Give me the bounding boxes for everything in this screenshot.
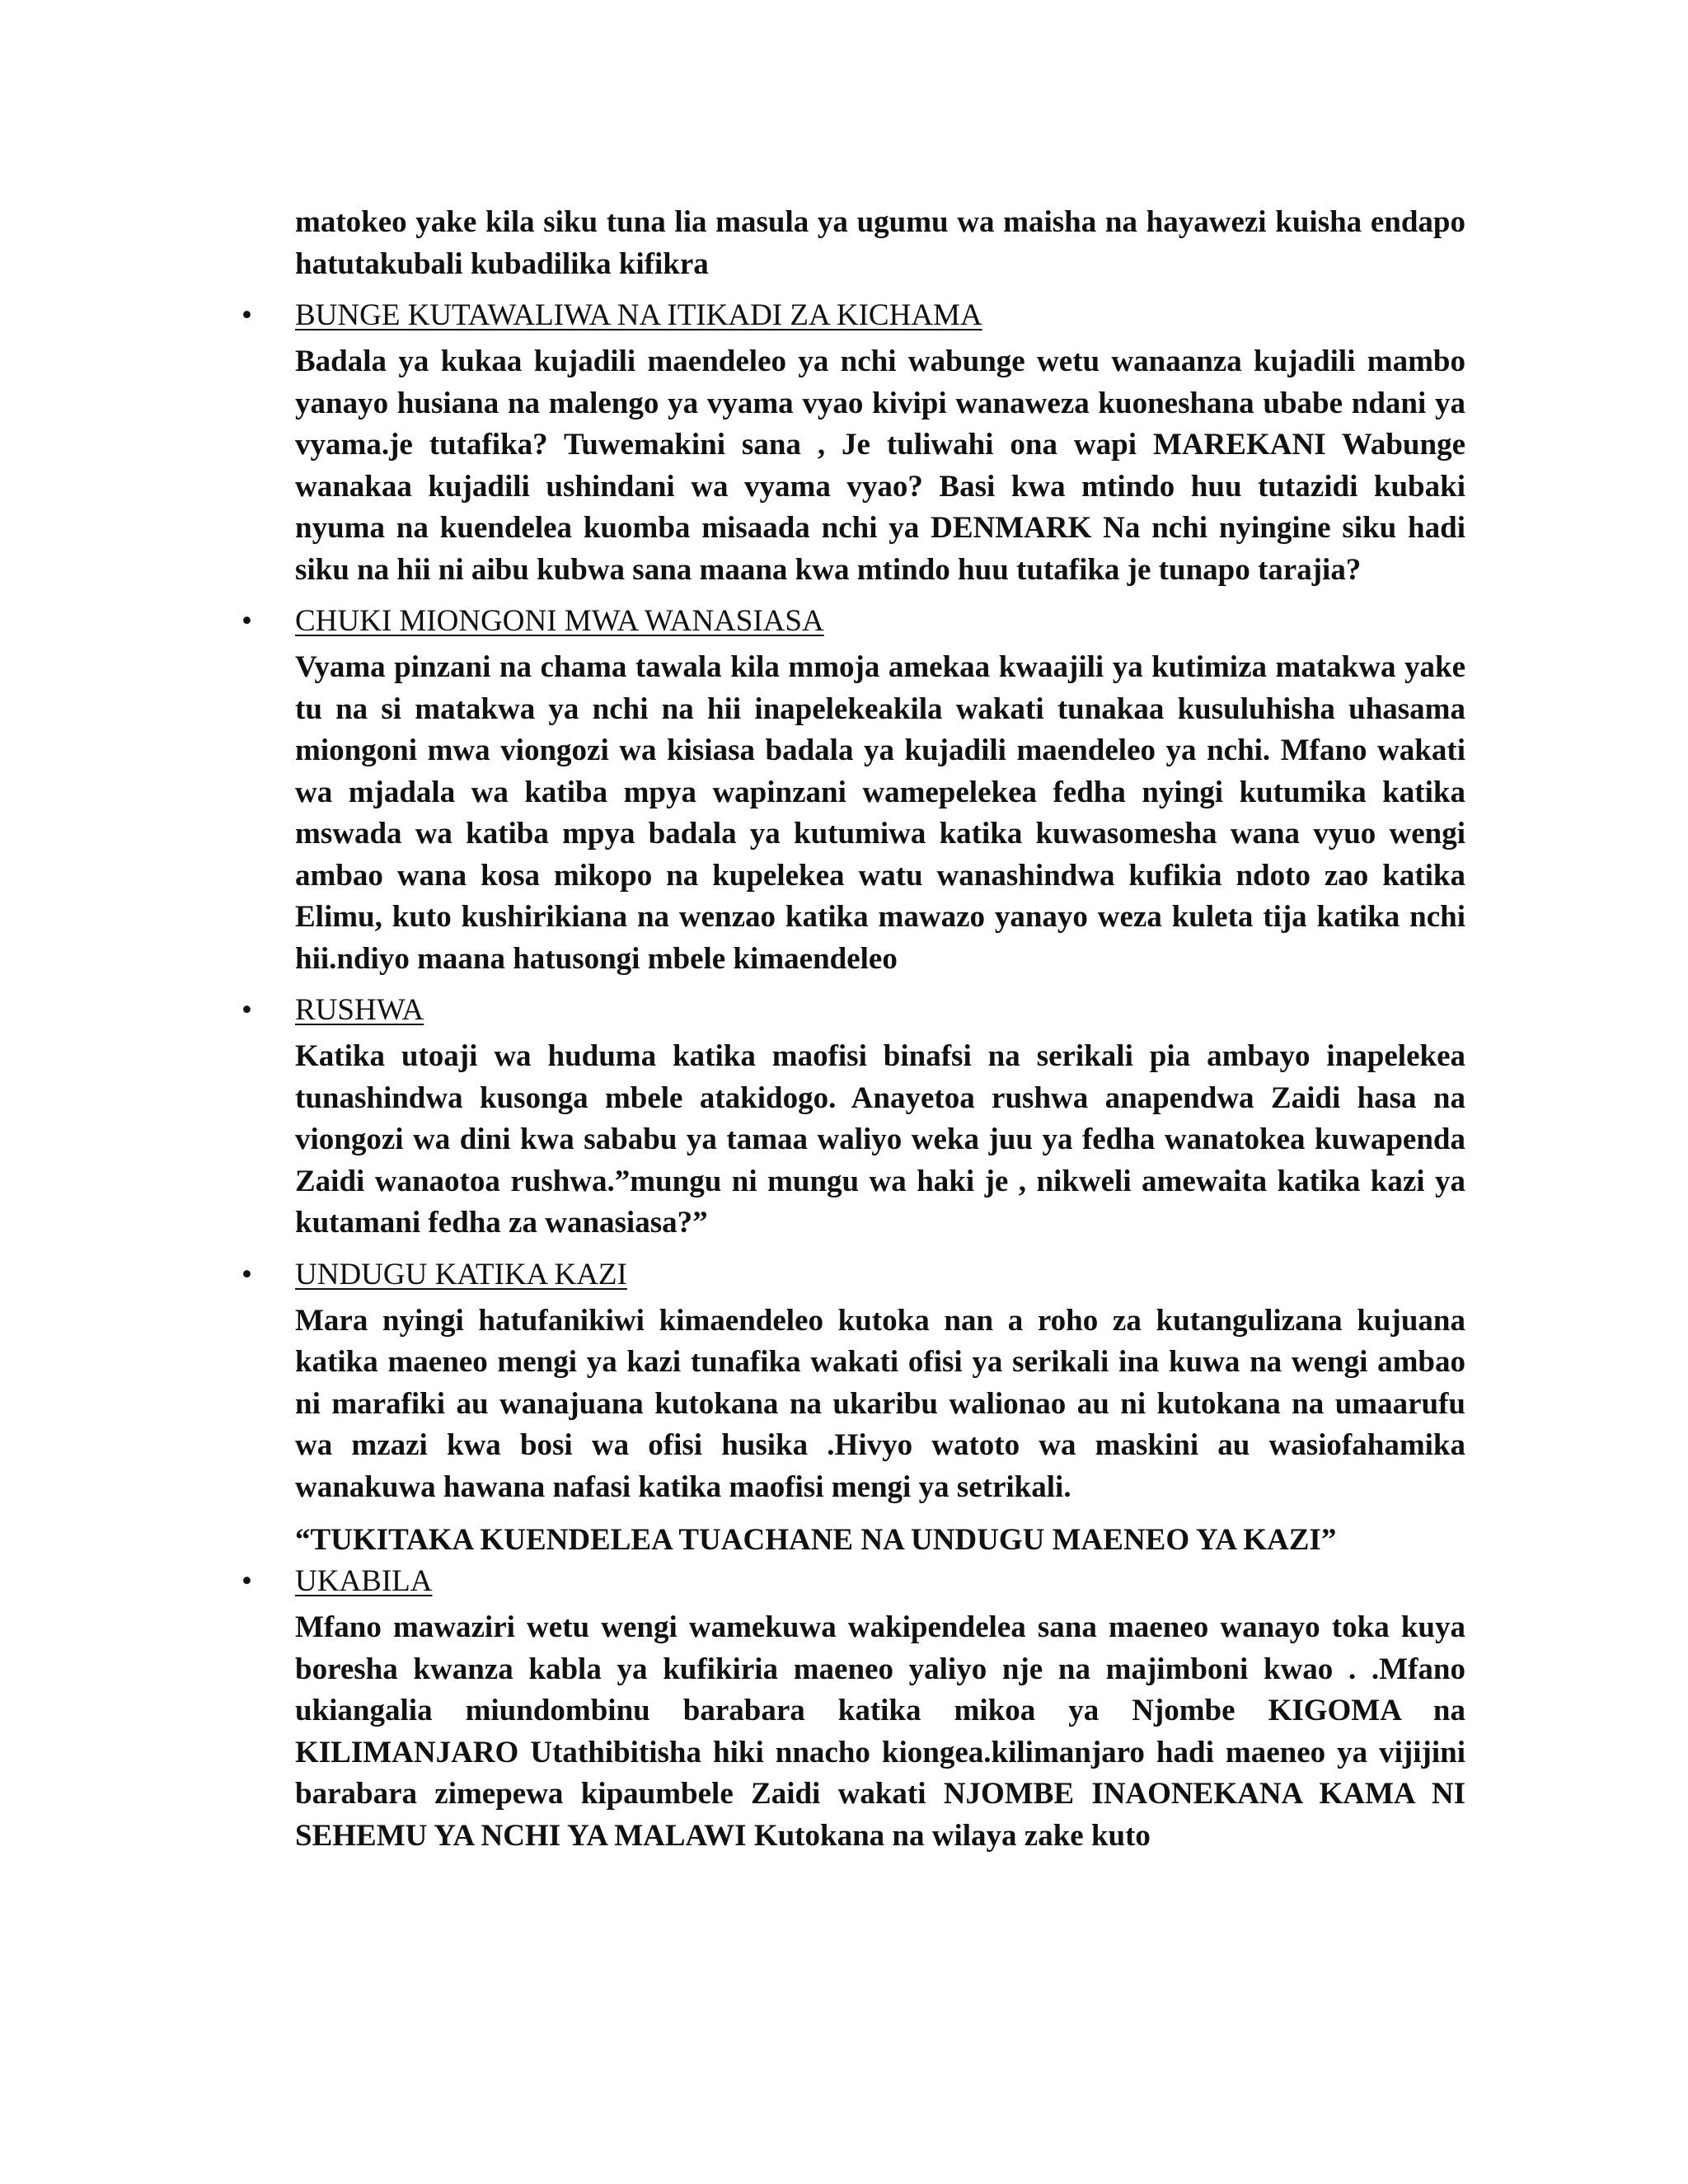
bullet-icon: •	[241, 1564, 252, 1598]
section-paragraph-bunge: Badala ya kukaa kujadili maendeleo ya nchi wabunge wetu wanaanza kujadili mambo yanayo husiana na malengo ya vyama vyao kivipi wanaweza kuoneshana ubabe ndani ya vyama.je tutafika? Tuwemakini sana , Je tuliwahi ona wapi MAREKANI Wabunge wanakaa kujadili ushindani wa vyama vyao? Basi kwa mtindo huu tutazidi kubaki nyuma na kuendelea kuomba misaada nchi ya DENMARK Na nchi nyingine siku hadi siku na hii ni aibu kubwa sana maana kwa mtindo huu tutafika je tunapo tarajia?	[295, 344, 1465, 587]
section-heading-rushwa	[241, 990, 1465, 1031]
section-paragraph-rushwa: Katika utoaji wa huduma katika maofisi binafsi na serikali pia ambayo inapelekea tunashindwa kusonga mbele atakidogo. Anayetoa rushwa anapendwa Zaidi hasa na viongozi wa dini kwa sababu ya tamaa waliyo weka juu ya fedha wanatokea kuwapenda Zaidi wanaotoa rushwa.”mungu ni mungu wa haki je , nikweli amewaita katika kazi ya kutamani fedha za wanasiasa?”	[295, 1039, 1465, 1240]
bullet-icon: •	[241, 1257, 252, 1291]
section-heading-chuki	[241, 601, 1465, 642]
intro-paragraph: matokeo yake kila siku tuna lia masula ya ugumu wa maisha na hayawezi kuisha endapo hatutakubali kubadilika kifikra	[295, 205, 1465, 281]
bullet-icon: •	[241, 604, 252, 638]
section-paragraph-ukabila: Mfano mawaziri wetu wengi wamekuwa wakipendelea sana maeneo wanayo toka kuya boresha kwanza kabla ya kufikiria maeneo yaliyo nje na majimboni kwao . .Mfano ukiangalia miundombinu barabara katika mikoa ya Njombe KIGOMA na KILIMANJARO Utathibitisha hiki nnacho kiongea.kilimanjaro hadi maeneo ya vijijini barabara zimepewa kipaumbele Zaidi wakati NJOMBE INAONEKANA KAMA NI SEHEMU YA NCHI YA MALAWI Kutokana na wilaya zake kuto	[295, 1610, 1465, 1853]
document-body	[241, 202, 1465, 1857]
heading-text: BUNGE KUTAWALIWA NA ITIKADI ZA KICHAMA	[295, 298, 982, 332]
heading-text: CHUKI MIONGONI MWA WANASIASA	[295, 604, 824, 638]
section-quote-undugu: “TUKITAKA KUENDELEA TUACHANE NA UNDUGU MAENEO YA KAZI”	[295, 1523, 1337, 1557]
section-paragraph-undugu: Mara nyingi hatufanikiwi kimaendeleo kutoka nan a roho za kutangulizana kujuana katika maeneo mengi ya kazi tunafika wakati ofisi ya serikali ina kuwa na wengi ambao ni marafiki au wanajuana kutokana na ukaribu walionao au ni kutokana na umaarufu wa mzazi kwa bosi wa ofisi husika .Hivyo watoto wa maskini au wasiofahamika wanakuwa hawana nafasi katika maofisi mengi ya setrikali.	[295, 1303, 1465, 1504]
section-paragraph-chuki: Vyama pinzani na chama tawala kila mmoja amekaa kwaajili ya kutimiza matakwa yake tu na si matakwa ya nchi na hii inapelekeakila wakati tunakaa kusuluhisha uhasama miongoni mwa viongozi wa kisiasa badala ya kujadili maendeleo ya nchi. Mfano wakati wa mjadala wa katiba mpya wapinzani wamepelekea fedha nyingi kutumika katika mswada wa katiba mpya badala ya kutumiwa katika kuwasomesha wana vyuo wengi ambao wana kosa mikopo na kupelekea watu wanashindwa kufikia ndoto zao katika Elimu, kuto kushirikiana na wenzao katika mawazo yanayo weza kuleta tija katika nchi hii.ndiyo maana hatusongi mbele kimaendeleo	[295, 650, 1465, 976]
section-heading-ukabila	[241, 1561, 1465, 1602]
bullet-icon: •	[241, 993, 252, 1027]
section-heading-undugu	[241, 1254, 1465, 1296]
section-heading-bunge	[241, 295, 1465, 336]
heading-text: RUSHWA	[295, 993, 424, 1027]
heading-text: UNDUGU KATIKA KAZI	[295, 1257, 627, 1291]
heading-text: UKABILA	[295, 1564, 433, 1598]
bullet-icon: •	[241, 298, 252, 332]
